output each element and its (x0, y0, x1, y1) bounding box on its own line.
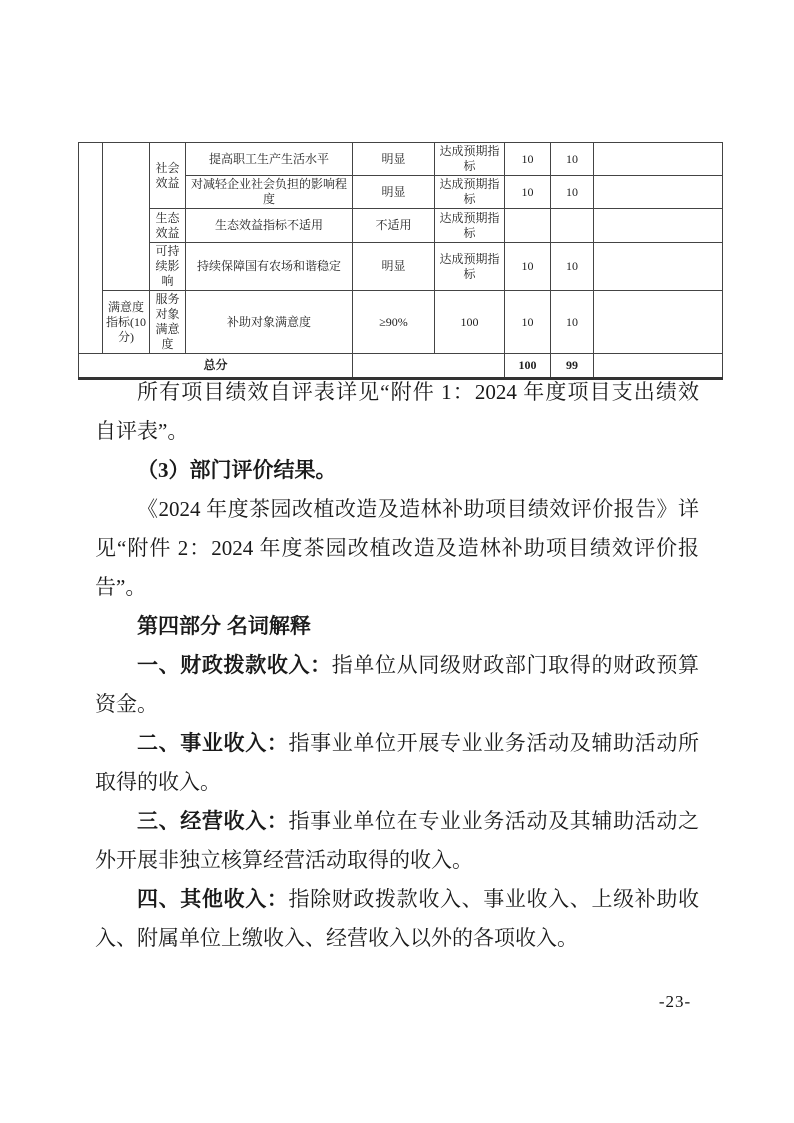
cell-score-actual: 10 (551, 243, 594, 291)
cell-score-actual (551, 209, 594, 243)
definition-3-line1 (95, 802, 699, 841)
definition-1-line2 (95, 685, 699, 724)
cell-indicator: 持续保障国有农场和谐稳定 (186, 243, 353, 291)
cell-result: 达成预期指标 (435, 243, 505, 291)
cell-note (594, 291, 723, 354)
paragraph-report-line3 (95, 568, 699, 607)
text: 指事业单位在专业业务活动及其辅助活动之 (288, 809, 700, 833)
text: 《2024 年度茶园改植改造及造林补助项目绩效评价报告》详 (137, 497, 699, 521)
cell-empty-left (79, 143, 103, 354)
document-body (95, 373, 699, 958)
performance-table (78, 142, 723, 380)
cell-result: 达成预期指标 (435, 209, 505, 243)
table-row (79, 291, 723, 354)
text: 资金。 (95, 692, 158, 716)
cell-score-full: 10 (505, 176, 551, 209)
cell-score-full: 10 (505, 291, 551, 354)
definition-4-line1 (95, 880, 699, 919)
cell-score-actual: 10 (551, 143, 594, 176)
definition-lead: 一、财政拨款收入： (137, 653, 332, 677)
cell-category: 服务对象满意度 (150, 291, 186, 354)
text: 指除财政拨款收入、事业收入、上级补助收 (288, 887, 700, 911)
cell-result: 100 (435, 291, 505, 354)
table-row (79, 143, 723, 176)
cell-category: 可持续影响 (150, 243, 186, 291)
cell-value: ≥90% (353, 291, 435, 354)
definition-lead: 三、经营收入： (137, 809, 289, 833)
definition-lead: 四、其他收入： (137, 887, 289, 911)
text: 所有项目绩效自评表详见“附件 1：2024 年度项目支出绩效 (137, 380, 699, 404)
text: 告”。 (95, 575, 147, 599)
cell-note (594, 176, 723, 209)
cell-value: 明显 (353, 176, 435, 209)
cell-total-full: 100 (505, 354, 551, 379)
paragraph-report-line1 (95, 490, 699, 529)
cell-group: 满意度指标(10 分) (103, 291, 150, 354)
cell-note (594, 209, 723, 243)
text: 指单位从同级财政部门取得的财政预算 (331, 653, 700, 677)
cell-result: 达成预期指标 (435, 176, 505, 209)
cell-indicator: 对减轻企业社会负担的影响程度 (186, 176, 353, 209)
cell-category: 生态效益 (150, 209, 186, 243)
cell-indicator: 生态效益指标不适用 (186, 209, 353, 243)
cell-score-actual: 10 (551, 291, 594, 354)
cell-note (594, 243, 723, 291)
cell-score-full: 10 (505, 243, 551, 291)
cell-result: 达成预期指标 (435, 143, 505, 176)
text: 见“附件 2：2024 年度茶园改植改造及造林补助项目绩效评价报 (95, 536, 699, 560)
page-number: -23- (658, 992, 692, 1011)
table-row (79, 209, 723, 243)
cell-value: 不适用 (353, 209, 435, 243)
cell-indicator: 补助对象满意度 (186, 291, 353, 354)
table-row (79, 243, 723, 291)
text: 外开展非独立核算经营活动取得的收入。 (95, 848, 473, 872)
text: 入、附属单位上缴收入、经营收入以外的各项收入。 (95, 926, 578, 950)
cell-score-actual: 10 (551, 176, 594, 209)
definition-2-line2 (95, 763, 699, 802)
definition-2-line1 (95, 724, 699, 763)
text: 指事业单位开展专业业务活动及辅助活动所 (288, 731, 700, 755)
paragraph-self-eval-line1 (95, 373, 699, 412)
paragraph-dept-eval-heading (95, 451, 699, 490)
text: 自评表”。 (95, 419, 189, 443)
text: 取得的收入。 (95, 770, 221, 794)
cell-total-actual: 99 (551, 354, 594, 379)
text: （3）部门评价结果。 (137, 458, 337, 482)
definition-1-line1 (95, 646, 699, 685)
cell-score-full (505, 209, 551, 243)
paragraph-report-line2 (95, 529, 699, 568)
cell-note (594, 143, 723, 176)
section-heading (95, 607, 699, 646)
cell-indicator: 提高职工生产生活水平 (186, 143, 353, 176)
text: 第四部分 名词解释 (137, 615, 311, 638)
cell-total-label: 总分 (79, 354, 353, 379)
cell-score-full: 10 (505, 143, 551, 176)
cell-empty-group (103, 143, 150, 291)
cell-value: 明显 (353, 243, 435, 291)
paragraph-self-eval-line2 (95, 412, 699, 451)
definition-3-line2 (95, 841, 699, 880)
cell-category: 社会效益 (150, 143, 186, 209)
definition-4-line2 (95, 919, 699, 958)
definition-lead: 二、事业收入： (137, 731, 289, 755)
cell-value: 明显 (353, 143, 435, 176)
